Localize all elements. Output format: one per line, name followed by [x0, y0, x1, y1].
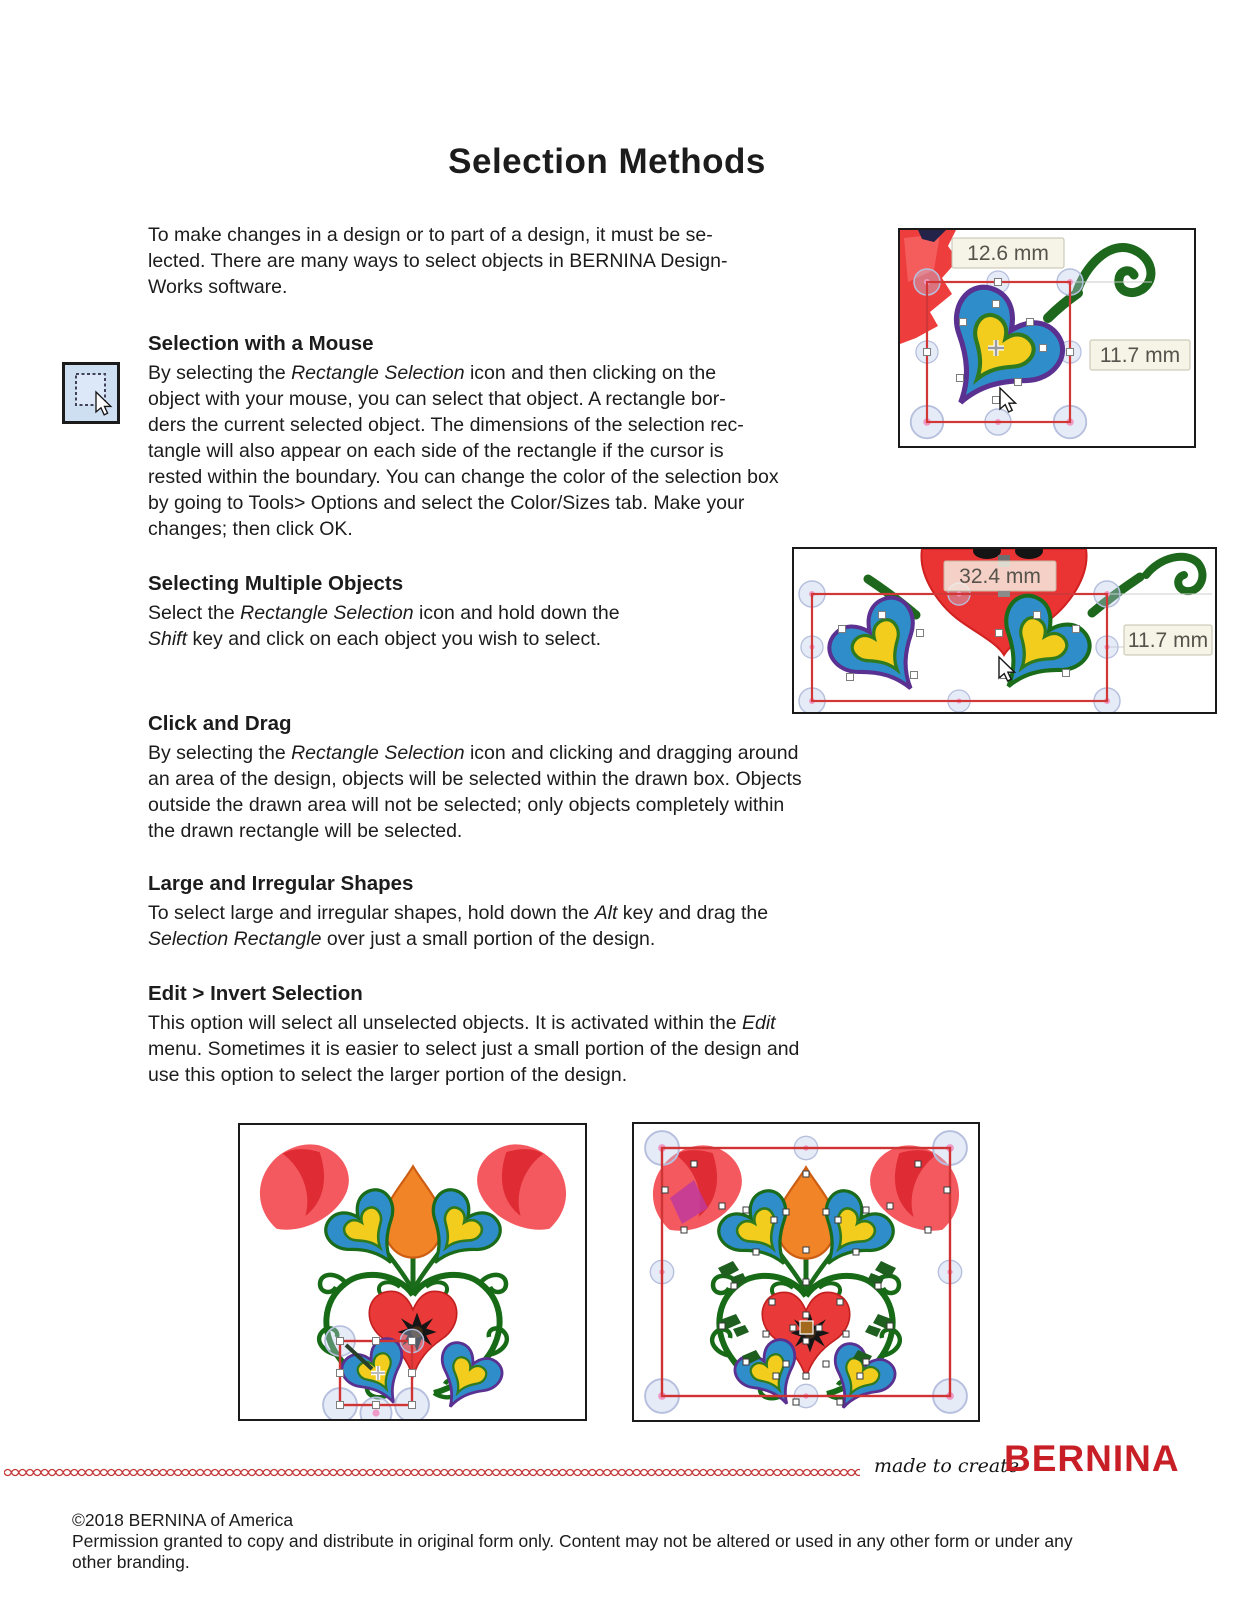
width-dimension-label: [952, 238, 1064, 268]
legal-block: [72, 1510, 1073, 1573]
section-edit-invert-selection: [148, 980, 799, 1088]
footer-stitch-divider: [4, 1464, 860, 1482]
page-title: Selection Methods: [448, 142, 766, 181]
permission-text: Permission granted to copy and distribute in original form only. Content may not be altered or used in any other form or under any other branding.: [72, 1531, 1073, 1572]
section-heading: Selection with a Mouse: [148, 332, 374, 355]
figure-whole-design-selected: [632, 1122, 980, 1422]
section-click-and-drag: [148, 710, 802, 844]
section-heading: Large and Irregular Shapes: [148, 872, 414, 895]
section-heading: Selecting Multiple Objects: [148, 572, 404, 595]
section-body: Select the Rectangle Selection icon and hold down the Shift key and click on each object you wish to select.: [148, 602, 620, 650]
section-body: This option will select all unselected objects. It is activated within the Edit menu. Sometimes it is easier to select just a small portion of the design and use this option to select the larger portion of the design.: [148, 1012, 800, 1086]
section-body: By selecting the Rectangle Selection icon and then clicking on the object with your mouse, you can select that object. A rectangle bor- ders the current selected object. The dimensions of the selection rec- tangle will also appear on each side of the rectangle if the cursor is rested within the boundary. You can change the color of the selection box by going to Tools> Options and select the Color/Sizes tab. Make your changes; then click OK.: [148, 362, 779, 540]
svg-text:12.6 mm: 12.6 mm: [967, 242, 1049, 265]
svg-text:11.7 mm: 11.7 mm: [1127, 629, 1209, 652]
section-selecting-multiple-objects: [148, 570, 620, 652]
height-dimension-label: [1124, 625, 1212, 655]
section-heading: Click and Drag: [148, 712, 292, 735]
figure-multiple-selection: [792, 547, 1217, 714]
rectangle-selection-tool-icon: [62, 362, 120, 429]
section-body: By selecting the Rectangle Selection icon and clicking and dragging around an area of the design, objects will be selected within the drawn box. Objects outside the drawn area will not be selected; only objects completely within the drawn rectangle will be selected.: [148, 742, 802, 842]
section-selection-with-a-mouse: [148, 330, 779, 542]
figure-small-portion-selected: [238, 1123, 587, 1421]
section-large-and-irregular-shapes: [148, 870, 768, 952]
section-body: To select large and irregular shapes, hold down the Alt key and drag the Selection Rectangle over just a small portion of the design.: [148, 902, 769, 950]
bernina-logo: BERNINA: [1004, 1438, 1180, 1479]
copyright-text: ©2018 BERNINA of America: [72, 1510, 294, 1530]
figure-single-selection: [898, 228, 1196, 448]
height-dimension-label: [1090, 340, 1190, 370]
section-heading: Edit > Invert Selection: [148, 982, 363, 1005]
intro-paragraph: To make changes in a design or to part of a design, it must be se- lected. There are many ways to select objects in BERNINA Design- Works software.: [148, 224, 728, 298]
svg-text:11.7 mm: 11.7 mm: [1099, 344, 1181, 367]
svg-text:32.4 mm: 32.4 mm: [959, 565, 1041, 588]
brand-tagline: made to create: [874, 1455, 1020, 1477]
